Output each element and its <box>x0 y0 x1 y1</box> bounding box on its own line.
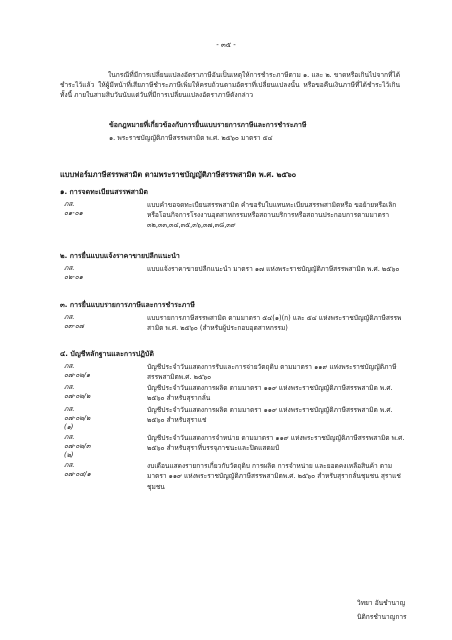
section-retail-price <box>60 252 405 283</box>
form-code: ภส. ๐๗-๐๒/๒ (๑) <box>64 404 91 431</box>
form-row <box>60 362 405 382</box>
section-accounts <box>60 350 405 493</box>
form-description: บัญชีประจำวันแสดงการจำหน่าย ตามมาตรา ๑๑๙ แห่งพระราชบัญญัติภาษีสรรพสามิต พ.ศ. ๒๕๖๐ สำหรับสุราที่บรรจุภาชนะและปิดแสตมป์ <box>147 433 405 453</box>
form-description: บัญชีประจำวันแสดงการผลิต ตามมาตรา ๑๑๙ แห่งพระราชบัญญัติภาษีสรรพสามิต พ.ศ. ๒๕๖๐ สำหรับสุรากลั่น <box>147 384 393 403</box>
form-row <box>60 405 405 432</box>
section-tax-filing <box>60 301 405 334</box>
form-description: งบเดือนแสดงรายการเกี่ยวกับวัตถุดิบ การผลิต การจำหน่าย และยอดคงเหลือสินค้า ตามมาตรา ๑๑๙ แห่งพระราชบัญญัติภาษีสรรพสามิตพ.ศ. ๒๕๖๐ สำหรับสุรากลั่นชุมชน สุราแช่ชุมชน <box>147 462 401 491</box>
form-description: บัญชีประจำวันแสดงการผลิต ตามมาตรา ๑๑๙ แห่งพระราชบัญญัติภาษีสรรพสามิต พ.ศ. ๒๕๖๐ สำหรับสุราแช่ <box>147 405 393 424</box>
form-description: บัญชีประจำวันแสดงการรับและการจ่ายวัตถุดิบ ตามมาตรา ๑๑๙ แห่งพระราชบัญญัติภาษีสรรพสามิตพ.ศ. ๒๕๖๐ <box>147 362 397 381</box>
forms-heading: แบบฟอร์มภาษีสรรพสามิต ตามพระราชบัญญัติภาษีสรรพสามิต พ.ศ. ๒๕๖๐ <box>60 170 297 179</box>
form-code: ภส. ๐๗-๐๒/๑ <box>64 361 91 379</box>
section-registration <box>60 188 405 231</box>
intro-paragraph: ในกรณีที่มีการเปลี่ยนแปลงอัตราภาษีอันเป็นเหตุให้การชำระภาษีตาม ๑. และ ๒. ขาดหรือเกินไปจากที่ได้ชำระไว้แล้ว ให้ผู้มีหน้าที่เสียภาษีชำระภาษีเพิ่มให้ครบถ้วนตามอัตราที่เปลี่ยนแปลงนั้น หรือขอคืนเงินภาษีที่ได้ชำระไว้เกิน ทั้งนี้ ภายในสามสิบวันนับแต่วันที่มีการเปลี่ยนแปลงอัตราภาษีดังกล่าว <box>60 71 400 100</box>
form-row <box>60 264 405 282</box>
form-row <box>60 313 405 333</box>
form-code: ภส. ๐๓-๐๗ <box>64 312 84 330</box>
form-row <box>60 383 405 403</box>
form-row <box>60 433 405 460</box>
section-title: ๒. การยื่นแบบแจ้งราคาขายปลีกแนะนำ <box>60 252 180 260</box>
section-title: ๑. การจดทะเบียนสรรพสามิต <box>60 188 148 196</box>
form-row <box>60 461 405 492</box>
form-code: ภส. ๐๗-๐๒/๒ <box>64 383 91 401</box>
form-code: ภส. ๐๗-๐๒/๓ (๒) <box>64 432 91 459</box>
form-code: ภส. ๐๗-๐๔/๑ <box>64 461 91 479</box>
section-title: ๓. การยื่นแบบรายการภาษีและการชำระภาษี <box>60 301 195 309</box>
laws-item: ๑. พระราชบัญญัติภาษีสรรพสามิต พ.ศ. ๒๕๖๐ มาตรา ๕๔ <box>109 134 273 142</box>
page-number: - ๓๕ - <box>216 41 236 49</box>
signature-block <box>357 599 407 627</box>
signature-name: วิทยา อันชำนาญ <box>357 599 406 607</box>
signature-title: นิติกรชำนาญการ <box>357 613 407 622</box>
laws-heading: ข้อกฎหมายที่เกี่ยวข้องกับการยื่นแบบรายการภาษีและการชำระภาษี <box>109 121 307 129</box>
form-code: ภส. ๐๒-๐๑ <box>64 263 83 281</box>
form-row <box>60 200 405 231</box>
section-title: ๔. บัญชีหลักฐานและการปฏิบัติ <box>60 350 154 358</box>
form-code: ภส. ๐๑-๐๑ <box>64 199 83 217</box>
form-description: แบบแจ้งราคาขายปลีกแนะนำ มาตรา ๑๗ แห่งพระราชบัญญัติภาษีสรรพสามิต พ.ศ. ๒๕๖๐ <box>147 264 400 273</box>
form-description: แบบคำขอจดทะเบียนสรรพสามิต คำขอรับใบแทนทะเบียนสรรพสามิตหรือ ขอย้ายหรือเลิกหรือโอนกิจการโรงงานอุตสาหกรรมหรือสถานบริการหรือสถานประกอบการตามมาตรา ๓๒,๓๓,๓๔,๓๕,๓๖,๓๗,๓๘,๓๙ <box>147 200 397 230</box>
form-description: แบบรายการภาษีสรรพสามิต ตามมาตรา ๕๔(๑)(ก) และ ๕๔ แห่งพระราชบัญญัติภาษีสรรพสามิต พ.ศ. ๒๕๖๐ (สำหรับผู้ประกอบอุตสาหกรรม) <box>147 313 402 332</box>
